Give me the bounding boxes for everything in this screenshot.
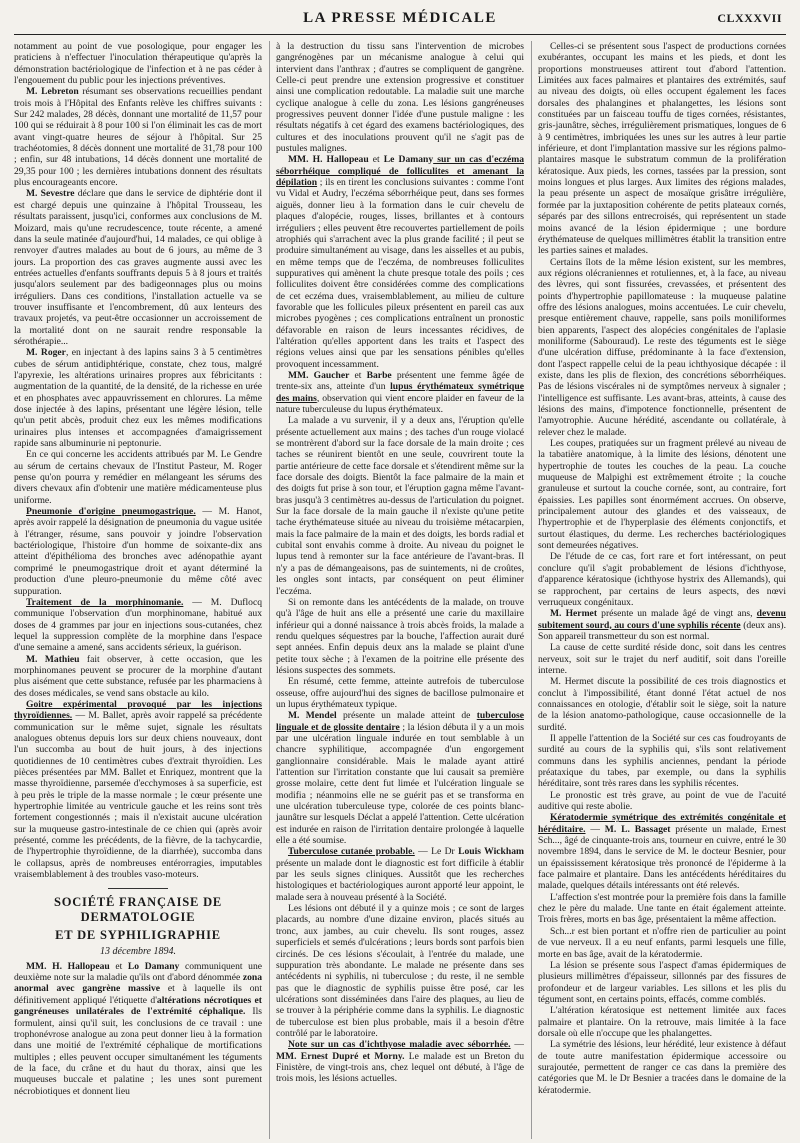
- paragraph: En résumé, cette femme, atteinte autrefois de tuberculose osseuse, offre aujourd'hui des signes de bacillose pulmonaire et un lupus érythémateux typique.: [276, 676, 524, 710]
- speaker-name: M. Lebreton: [26, 86, 79, 98]
- paragraph-text: ; la lésion débuta il y a un mois par une ulcération linguale indurée en tout semblable à un chancre syphilitique, accompagnée d'un engorgement ganglionnaire considérable. Mais le malade ayant attiré l'attention sur l'irritation constante que lui causait sa première grosse molaire, cette dent fut limée et l'ulcération linguale se modifia ; néanmoins elle ne se guérit pas et se transforma en une ulcération tuberculeuse type, colorée de ces points blanc-jaunâtre sur lesquels Déclat a appelé l'attention. Cette ulcération est indurée en raison de l'irritation dentaire prolongée à laquelle elle a été soumise.: [276, 721, 524, 847]
- section-heading: Pneumonie d'origine pneumogastrique.: [26, 506, 196, 518]
- paragraph-text: présente un malade atteint de: [336, 710, 477, 722]
- paragraph-text: présente un malade âgé de vingt ans,: [597, 608, 757, 620]
- section-heading: Note sur un cas d'ichthyose maladie avec séborrhée.: [288, 1039, 511, 1051]
- paragraph: [14, 699, 262, 881]
- paragraph: [538, 608, 786, 642]
- paragraph: [14, 86, 262, 188]
- paragraph-text: — M. Duflocq communique l'observation d'un morphinomane, habitué aux doses de 4 grammes par jour en injections sous-cutanées, chez lequel la suppression complète de la morphine dans l'espace d'une semaine a amené, sans accidents sérieux, la guérison.: [14, 596, 262, 654]
- speaker-name: Barbe: [366, 369, 392, 381]
- paragraph: En ce qui concerne les accidents attribués par M. Le Gendre au sérum de certains chevaux de l'Institut Pasteur, M. Roger pense qu'on pourra y remédier en mélangeant les sérums des divers chevaux afin d'obtenir une matière médicamenteuse plus uniforme.: [14, 449, 262, 506]
- paragraph: M. Hermet discute la possibilité de ces trois diagnostics et conclut à l'impossibilité, étant donné l'état actuel de nos connaissances en otologie, d'établir soit le siège, soit la nature de la lésion anatomo-pathologique, cause occasionnelle de la surdité.: [538, 676, 786, 733]
- paragraph-text: et à laquelle ils ont définitivement appliqué l'étiquette d': [14, 983, 262, 1006]
- topic-bold: sur un cas d'eczéma séborrhéique compliqué de folliculites et amenant la dépilation: [276, 154, 524, 189]
- section-heading: Tuberculose cutanée probable.: [288, 846, 415, 858]
- paragraph-text: communiquent une deuxième note sur la maladie qu'ils ont d'abord dénommée: [14, 960, 262, 984]
- paragraph: L'affection s'est montrée pour la première fois dans la famille chez le père du malade. Une tante en était également atteinte. Trois frères, morts en bas âge, présentaient la même affection.: [538, 891, 786, 926]
- paragraph: Il appelle l'attention de la Société sur ces cas foudroyants de surdité au cours de la syphilis qui, s'ils sont relativement communs dans les syphilis anciennes, pendant la période préataxique du tabes, par exemple, ou dans la syphilis héréditaire, sont très rares dans les syphilis récentes.: [538, 732, 786, 790]
- paragraph: [276, 370, 524, 415]
- paragraph-text: (deux ans). Son appareil transmetteur du son est normal.: [538, 619, 786, 642]
- paragraph-text: ; ils en tirent les conclusions suivantes : comme l'ont vu Vidal et Audry, l'eczéma séborrhéique peut, dans ses formes aiguës, donner lieu à la formation dans le cuir chevelu de plaques d'alopécie, rouges, lisses, brillantes et à contours irréguliers ; elles peuvent être recouvertes partiellement de poils atrophiés qui s'arrachent avec la plus grande facilité ; il peut se produire simultanément au visage, dans les aisselles et au pubis, en même temps que de l'eczéma, de nombreuses folliculites suppuratives qui amènent la chute presque totale des poils ; ces folliculites doivent être considérées comme des complications de cet eczéma dues, vraisemblablement, au milieu de culture favorable que les follicules pileux présentent en pareil cas aux microbes pyogènes ; ces complications entraînent un pronostic défavorable en raison de leurs incessantes récidives, de l'altération qu'elles apportent dans les traits et l'aspect des régions velues ainsi que par les sensations pénibles qu'elles provoquent incessamment.: [276, 177, 524, 370]
- speaker-name: M. L. Bassaget: [604, 823, 671, 835]
- paragraph-text: présente un malade dont le diagnostic est fort difficile à établir par les seuls signes cliniques. Aussitôt que les recherches histologiques et bactériologiques auront apporté leur appoint, le malade sera à nouveau présenté à la Société.: [276, 857, 524, 903]
- topic-bold: tuberculose linguale et de glossite dentaire: [276, 710, 524, 733]
- paragraph: De l'étude de ce cas, fort rare et fort intéressant, on peut conclure qu'il s'agit probablement de lésions d'ichthyose, d'apparence kératosique (ichthyose hystrix des Allemands), qui se rapprochent, par certains de leurs aspects, des nœvi verruqueux congénitaux.: [538, 551, 786, 608]
- paragraph: [14, 597, 262, 654]
- paragraph: [276, 1039, 524, 1084]
- paragraph: [14, 347, 262, 449]
- paragraph: La malade a vu survenir, il y a deux ans, l'éruption qu'elle présente actuellement aux mains ; des taches d'un rouge violacé se montrèrent d'abord sur la face dorsale de la main droite ; ces taches se réunirent bientôt en une seule, couvrirent toute la partie antérieure de cette face dorsale et s'étendirent même sur la face dorsale des doigts. Bientôt la face palmaire de la main et des doigts fut prise à son tour, et l'éruption gagna même l'avant-bras jusqu'à 3 centimètres au-dessus de l'articulation du poignet. Sur la face dorsale de la main gauche il n'existe qu'une petite tache érythémateuse située au niveau du troisième métacarpien, mais la face palmaire de la main et des doigts, les bords radial et cubital sont envahis comme à droite. Au niveau du poignet le lupus tend à remonter sur la face antérieure de l'avant-bras. Il n'y a pas de démangeaisons, pas de suintements, ni de croûtes, les ongles sont intacts, par conséquent on peut éliminer l'eczéma.: [276, 415, 524, 597]
- paragraph: Celles-ci se présentent sous l'aspect de productions cornées exubérantes, occupant les mains et les pieds, et dont les proportions monstrueuses attirent tout d'abord l'attention. Limitées aux faces palmaires et plantaires des extrémités, sauf au niveau des doigts, où elles occupent également les faces dorsales des phalangines et phalangettes, les lésions sont constituées par un faisceau touffu de tiges cornées, résistantes, gris-jaunâtre, sèches, irrégulièrement prismatiques, longues de 6 à 9 centimètres, imbriquées les unes sur les autres à leur partie inférieure, et dont l'implantation massive sur les régions palmo-plantaires masque le substratum commun de la prolifération kératosique. Aux pieds, les cornes, tassées par la pression, sont moins longues et plus larges. Aux limites des régions malades, la peau présente un aspect de mosaïque grisâtre irrégulière, formée par la juxtaposition cohérente de petits plateaux cornés, séparés par des sillons entrecroisés, qui représentent un stade moins avancé de la lésion épidermique ; une bordure érythémateuse de quelques millimètres établit la transition entre les parties saines et malades.: [538, 41, 786, 257]
- paragraph: [538, 812, 786, 891]
- paragraph-text: présente un malade, Ernest Sch..., âgé de cinquante-trois ans, tourneur en cuivre, entré le 30 novembre 1894, dans le service de M. le docteur Besnier, pour un épaississement kératosique très prononcé de l'épiderme à la face palmaire et plantaire. Dans les antécédents héréditaires du malade, quelques détails intéressants ont été relevés.: [538, 823, 786, 892]
- speaker-name: MM. Ernest Dupré et Morny.: [276, 1050, 405, 1062]
- speaker-name: M. Sevestre: [26, 188, 75, 200]
- page-folio: CLXXXVII: [717, 11, 782, 25]
- speaker-name: M. Mathieu: [26, 653, 80, 665]
- topic-bold: devenu subitement sourd, au cours d'une syphilis récente: [538, 608, 786, 631]
- paragraph-text: déclare que dans le service de diphtérie dont il est chargé depuis une quinzaine à l'hôpital Trousseau, les résultats paraissent, jusqu'ici, conformes aux conclusions de M. Moizard, mais qu'une recrudescence, toute récente, a amené dans la seule matinée d'aujourd'hui, 14 malades, ce qui oblige à renvoyer d'autres malades au bout de 6 jours, au même de 3 jours. La proportion des cas graves augmente aussi avec les entrées actuelles d'enfants souffrants depuis 5 à 8 jours et traités jusqu'alors seulement par des badigeonnages plus ou moins irréguliers. Dans ces conditions, l'installation actuelle va se trouver insuffisante et l'encombrement, dû aux lenteurs des travaux projetés, va peut-être occasionner un accroissement de la mortalité dont on ne saurait rendre responsable la sérothérapie...: [14, 188, 262, 347]
- column-1: [14, 41, 262, 1139]
- speaker-name: M. Hermet: [550, 608, 598, 620]
- paragraph: La symétrie des lésions, leur hérédité, leur existence à défaut de toute autre manifestation épidermique accessoire ou surajoutée, permettent de ranger ce cas dans la première des catégories que M. le Dr Besnier a tracées dans le domaine de la kératodermie.: [538, 1039, 786, 1096]
- paragraph-text: et: [109, 960, 128, 972]
- paragraph: Le pronostic est très grave, au point de vue de l'acuité auditive qui reste abolie.: [538, 789, 786, 813]
- section-heading: Traitement de la morphinomanie.: [26, 596, 184, 608]
- paragraph-text: fait observer, à cette occasion, que les morphinomanes peuvent se procurer de la morphine d'autant plus aisément que cette substance, refusée par les pharmaciens à des doses médicales, se vend sans obstacle au kilo.: [14, 653, 262, 699]
- paragraph-text: — M. Ballet, après avoir rappelé sa précédente communication sur le même sujet, signale les résultats analogues obtenus depuis lors sur deux chiens nouveaux, dont l'un succomba au bout de huit jours, à des injections quotidiennes de 10 centimètres cubes d'extrait thyroïdien. Les pièces présentées par MM. Ballet et Enriquez, montrent que la masse thyroïdienne, parsemée d'ecchymoses à sa superficie, est à peu près le triple de la masse normale ; le cœur présente une hypertrophie limitée au ventricule gauche et les reins sont très fortement congestionnés ; mais il n'existait aucune ulcération sur la muqueuse gastro-intestinale de ce chien qui (après avoir présenté, comme les précédents, de la fièvre, de la tachycardie, de l'hypertrophie thyroïdienne, de la diarrhée), succomba dans le collapsus, après de nombreuses entérorragies, imputables vraisemblablement à des troubles vaso-moteurs.: [14, 710, 262, 881]
- page-header: [14, 8, 786, 30]
- speaker-name: M. Roger: [26, 347, 66, 359]
- column-2: [269, 41, 524, 1139]
- paragraph: [276, 710, 524, 846]
- speaker-name: Louis Wickham: [458, 846, 524, 858]
- column-3: [531, 41, 786, 1139]
- paragraph-text: et: [368, 154, 384, 166]
- paragraph: Sch...r est bien portant et n'offre rien de particulier au point de vue nerveux. Il a eu neuf enfants, parmi lesquels une fille, morte en bas âge, avait de la kératodermie.: [538, 925, 786, 960]
- speaker-name: MM. H. Hallopeau: [26, 960, 110, 972]
- paragraph-text: Le malade est un Breton du Finistère, de vingt-trois ans, chez lequel ont débuté, à l'âge de trois mois, les lésions actuelles.: [276, 1050, 524, 1085]
- paragraph: Les coupes, pratiquées sur un fragment prélevé au niveau de la tabatière anatomique, à la limite des lésions, dénotent une hypertrophie de toutes les couches de la peau. La couche muqueuse de Malpighi est extrêmement étroite ; la couche granuleuse et surtout la couche cornée, sont, au contraire, fort épaissies. Les papilles sont énormément accrues. On observe, principalement autour des glandes et des vaisseaux, de l'hypertrophie et de l'hyperplasie des éléments conjonctifs, et surtout élastiques, du derme. Les recherches bactériologiques sont demeurées négatives.: [538, 438, 786, 552]
- section-heading: Kératodermie symétrique des extrémités congénitale et héréditaire.: [538, 812, 786, 835]
- paragraph-text: — Le Dr: [414, 846, 459, 858]
- paragraph: [276, 846, 524, 903]
- speaker-name: M. Mendel: [288, 710, 337, 722]
- paragraph: Si on remonte dans les antécédents de la malade, on trouve qu'à l'âge de huit ans elle a présenté une carie du maxillaire inférieur qui a donné naissance à trois abcès froids, la malade a rendu quelques séquestres par la bouche, l'affection aurait duré sept années. Enfin depuis deux ans la malade se plaint d'une petite toux sèche ; à l'examen de la poitrine elle présente des lésions suspectes des sommets.: [276, 596, 524, 676]
- topic-bold: zona anormal avec gangrène massive: [14, 972, 262, 995]
- speaker-name: MM. Gaucher: [288, 369, 350, 381]
- society-title: SOCIÉTÉ FRANÇAISE DE DERMATOLOGIE: [53, 895, 223, 925]
- paragraph: L'altération kératosique est nettement limitée aux faces palmaire et plantaire. On la retrouve, mais limitée à la face dorsale où elle n'occupe que les phalangettes.: [538, 1005, 786, 1039]
- topic-bold: lupus érythémateux symétrique des mains: [276, 381, 524, 404]
- section-heading: Goitre expérimental provoqué par les injections thyroïdiennes.: [14, 698, 262, 722]
- paragraph: Certains îlots de la même lésion existent, sur les membres, aux régions olécraniennes et rotuliennes, et, à la face, au niveau des lèvres, qui sont fissurées, crevassées, et présentent des points d'hypertrophie papillomateuse : la muqueuse palatine offre des lésions analogues, moins accentuées. Le cuir chevelu, presque entièrement chauve, rappelle, sans poils moniliformes bien apparents, l'aspect des alopécies congénitales de l'aplasie moniliforme (Sabouraud). Le reste des téguments est le siège d'une ulcération diffuse, prédominante à la face d'extension, dont l'aspect rappelle celui de la peau ichthyosique décapée : il existe, dans les plis de flexion, des concrétions séborrhéiques. Pas de lésions viscérales ni de symptômes nerveux à signaler ; l'intelligence est suffisante. Les avant-bras, atteints, à cause des lésions des mains, d'impotence fonctionnelle, présentent de l'amyotrophie. Aucune hérédité, ascendante ou collatérale, à relever chez le malade.: [538, 256, 786, 438]
- paragraph-text: résumant ses observations recueillies pendant trois mois à l'Hôpital des Enfants relève les chiffres suivants : Sur 242 malades, 28 décès, donnant une mortalité de 11,57 pour 100 qui se réduirait à 8 pour 100 si l'on éliminait les cas de mort avant vingt-quatre heures de séjour à l'hôpital. Sur 25 trachéotomies, 8 décès donnent une mortalité de 31,78 pour 100 ; enfin, sur 48 intubations, 14 décès donnent une mortalité de 29,35 pour 100 ; les dernières intubations donnent des résultats plus encourageants encore.: [14, 86, 262, 189]
- paragraph: [276, 154, 524, 370]
- speaker-name: Le Damany: [383, 154, 434, 166]
- paragraph-text: — M. Hanot, après avoir rappelé la désignation de pneumonia du vague usitée à l'étranger, résume, sans pouvoir y joindre l'observation bactériologique, l'histoire d'un homme de soixante-dix ans atteint d'épithélioma des bronches avec adénopathie ayant comprimé le pneumogastrique droit et ayant déterminé la production d'une pleuro-pneumonie du même côté avec suppuration.: [14, 506, 262, 597]
- society-subtitle: ET DE SYPHILIGRAPHIE: [55, 928, 221, 943]
- speaker-name: Lo Damany: [127, 960, 180, 972]
- paragraph: [14, 188, 262, 347]
- paragraph-text: présentent une femme âgée de trente-six ans, atteinte d'un: [276, 369, 524, 393]
- paragraph-text: et: [349, 369, 367, 381]
- section-divider: [108, 888, 168, 889]
- paragraph: à la destruction du tissu sans l'intervention de microbes gangrénogènes par un mécanisme analogue à celui qui intervient dans l'anthrax ; d'autres se compliquent de gangrène. Celle-ci peut prendre une extension progressive et constituer ainsi une complication redoutable. La maladie suit une marche cyclique analogue à celle du zona. Les lésions gangréneuses progressives peuvent donner l'idée d'une pustule maligne : les résultats négatifs à cet égard des examens bactériologiques, des cultures et des inoculations prouvent qu'il ne s'agit pas de pustules malignes.: [276, 41, 524, 155]
- paragraph-text: —: [585, 823, 605, 835]
- paragraph-text: Ils formulent, ainsi qu'il suit, les conclusions de ce travail : une trophonévrose analogue au zona peut donner lieu à la formation dans une moitié de l'extrémité céphalique de mortifications multiples ; elles peuvent occuper simultanément les téguments de la face, du crâne et du haut du thorax, ainsi que les muqueuses buccale et palatine ; les unes sont purement nécrobiotiques et donnent lieu: [14, 1006, 262, 1097]
- paragraph-text: —: [510, 1039, 524, 1051]
- paragraph: [14, 506, 262, 597]
- paragraph: [14, 654, 262, 699]
- session-date: 13 décembre 1894.: [100, 946, 176, 958]
- header-rule: [14, 34, 786, 35]
- journal-title: LA PRESSE MÉDICALE: [303, 10, 497, 26]
- speaker-name: MM. H. Hallopeau: [288, 154, 369, 166]
- paragraph-text: , en injectant à des lapins sains 3 à 5 centimètres cubes de sérum antidiphtérique, constate, chez tous, malgré l'apyrexie, les altérations urinaires propres aux fébricitants : augmentation de la quantité, de la densité, de la richesse en urée et en phosphates avec appauvrissement en chlorures. La même dose injectée à des lapins, présentant une légère lésion, telle qu'un petit abcès, produit chez eux les mêmes modifications urinaires plus intenses et accompagnées d'amaigrissement rapide sans albuminurie ni peptonurie.: [14, 347, 262, 450]
- topic-bold: altérations nécrotiques et gangréneuses unilatérales de l'extrémité céphalique.: [14, 994, 262, 1018]
- paragraph: Les lésions ont débuté il y a quinze mois ; ce sont de larges placards, au nombre d'une dizaine environ, placés situés au tronc, aux jambes, au cuir chevelu. Ils sont rouges, assez superficiels et semés d'ulcérations ; leurs bords sont parfois bien circinés. De ces lésions s'écoulait, à l'entrée du malade, une suppuration très abondante. Le malade ne présente dans ses antécédents ni syphilis, ni tuberculose ; du reste, il ne semble pas que le diagnostic de syphilis puisse être posé, car les ulcérations sont disséminées dans l'aire des plaques, au lieu de se trouver à la périphérie comme dans la syphilis. Le diagnostic de tuberculose est bien plus probable, mais il a besoin d'être contrôlé par le laboratoire.: [276, 903, 524, 1039]
- paragraph: notamment au point de vue posologique, pour engager les praticiens à n'effectuer l'inoculation thérapeutique qu'après la démonstration bactériologique de l'infection et à ne pas céder à l'engouement du public pour les injections préventives.: [14, 41, 262, 87]
- paragraph: La lésion se présente sous l'aspect d'amas épidermiques de plusieurs millimètres d'épaisseur, sillonnés par des fissures de profondeur et de largeur variables. Les sillons et les plis du tégument sont, en certains points, effacés, comme comblés.: [538, 959, 786, 1005]
- paragraph-text: , observation qui vient encore plaider en faveur de la nature tuberculeuse du lupus érythémateux.: [276, 392, 524, 415]
- columns: [14, 41, 786, 1139]
- paragraph: La cause de cette surdité réside donc, soit dans les centres nerveux, soit sur le trajet du nerf auditif, soit dans l'oreille interne.: [538, 642, 786, 676]
- paragraph: [14, 961, 262, 1097]
